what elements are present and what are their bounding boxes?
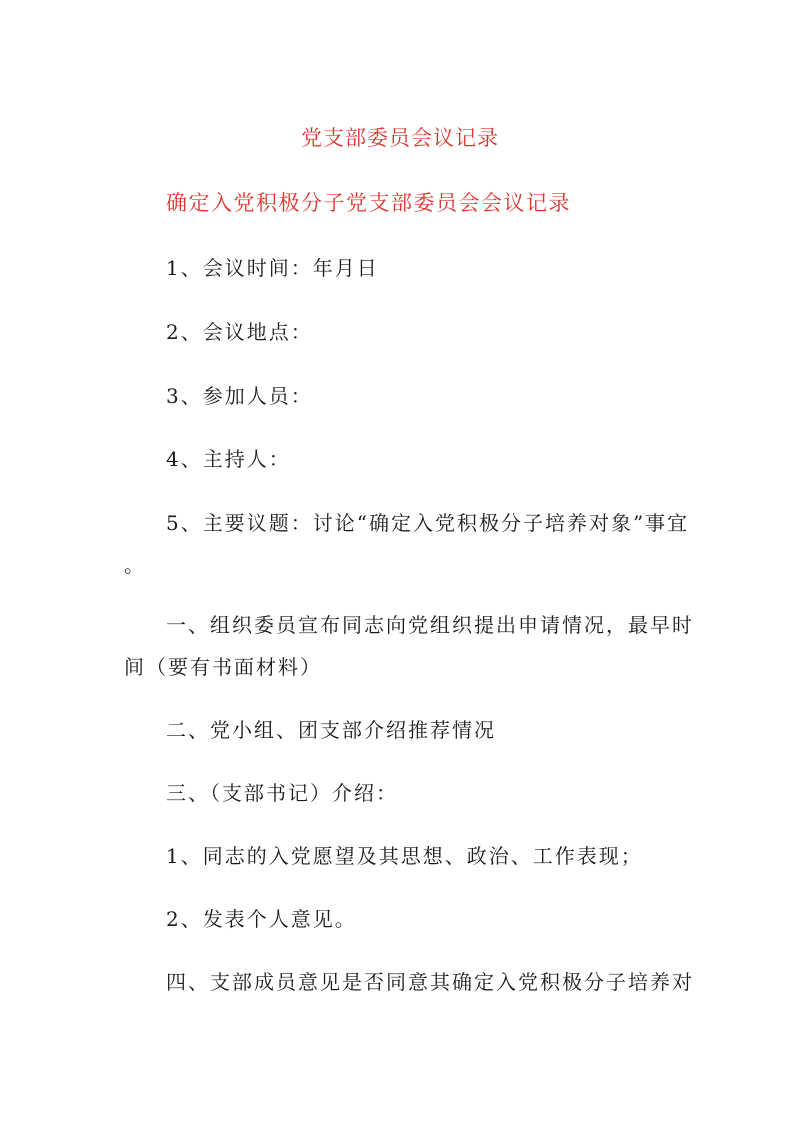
meeting-attendees: 3、参加人员：	[166, 384, 313, 408]
section-one-line1: 一、组织委员宣布同志向党组织提出申请情况，最早时	[166, 613, 694, 637]
meeting-time: 1、会议时间：年月日	[166, 256, 379, 280]
meeting-place: 2、会议地点：	[166, 320, 313, 344]
section-two: 二、党小组、团支部介绍推荐情况	[166, 718, 496, 742]
section-three-item-2: 2、发表个人意见。	[166, 907, 357, 931]
meeting-topic-line2: 。	[124, 553, 146, 577]
document-title: 党支部委员会议记录	[301, 126, 499, 150]
section-three: 三、（支部书记）介绍：	[166, 781, 398, 805]
document-subtitle: 确定入党积极分子党支部委员会会议记录	[166, 191, 571, 215]
section-one-line2: 间（要有书面材料）	[124, 655, 322, 679]
meeting-host: 4、主持人：	[166, 447, 291, 471]
section-three-item-1: 1、同志的入党愿望及其思想、政治、工作表现；	[166, 844, 643, 868]
section-four-line1: 四、支部成员意见是否同意其确定入党积极分子培养对	[166, 970, 694, 994]
meeting-topic-line1: 5、主要议题：讨论“确定入党积极分子培养对象”事宜	[166, 511, 690, 535]
